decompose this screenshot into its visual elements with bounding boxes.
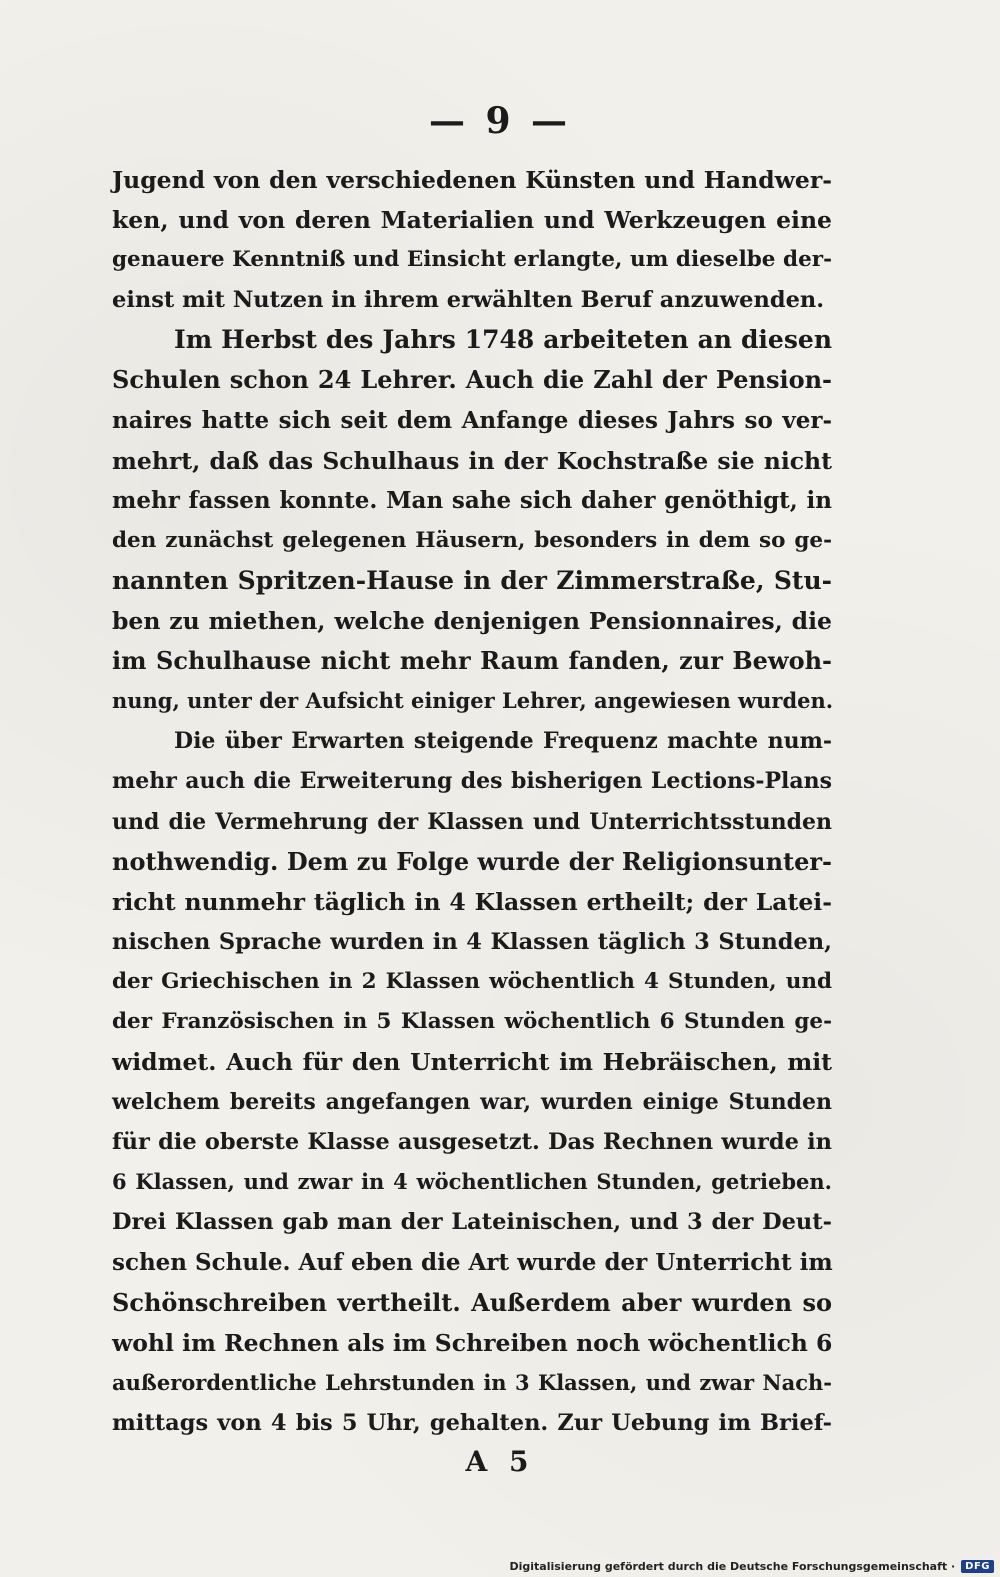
text-line: genauere Kenntniß und Einsicht erlangte, um dieselbe der- — [112, 247, 832, 273]
text-line: welchem bereits angefangen war, wurden einige Stunden — [112, 1089, 832, 1116]
text-line: nung, unter der Aufsicht einiger Lehrer, angewiesen wurden. — [112, 688, 834, 714]
text-line: nischen Sprache wurden in 4 Klassen täglich 3 Stunden, — [112, 928, 832, 955]
text-line: nothwendig. Dem zu Folge wurde der Religionsunter- — [112, 846, 832, 876]
text-line: richt nunmehr täglich in 4 Klassen ertheilt; der Latei- — [112, 887, 832, 916]
text-line: im Schulhause nicht mehr Raum fanden, zur Bewoh- — [112, 646, 832, 676]
body-text — [112, 160, 832, 1443]
text-line: den zunächst gelegenen Häusern, besonders in dem so ge- — [112, 527, 832, 553]
text-line: einst mit Nutzen in ihrem erwählten Beruf anzuwenden. — [112, 287, 825, 314]
text-line: der Französischen in 5 Klassen wöchentlich 6 Stunden ge- — [112, 1008, 832, 1034]
signature-mark: A 5 — [465, 1445, 535, 1478]
text-line: 6 Klassen, und zwar in 4 wöchentlichen Stunden, getrieben. — [112, 1169, 832, 1195]
text-line: der Griechischen in 2 Klassen wöchentlich 4 Stunden, und — [112, 968, 832, 994]
dfg-logo-icon: DFG — [961, 1560, 994, 1573]
text-line: Drei Klassen gab man der Lateinischen, und 3 der Deut- — [112, 1209, 832, 1236]
text-line: widmet. Auch für den Unterricht im Hebräischen, mit — [112, 1048, 832, 1077]
text-line: ken, und von deren Materialien und Werkzeugen eine — [112, 206, 832, 235]
text-line: und die Vermehrung der Klassen und Unterrichtsstunden — [112, 808, 832, 835]
text-line: Im Herbst des Jahrs 1748 arbeiteten an diesen — [174, 325, 832, 355]
text-line: nannten Spritzen-Hause in der Zimmerstraße, Stu- — [112, 565, 832, 595]
text-line: Die über Erwarten steigende Frequenz machte num- — [174, 728, 832, 755]
text-line: mehr fassen konnte. Man sahe sich daher genöthigt, in — [112, 486, 832, 514]
text-line: Schönschreiben vertheilt. Außerdem aber wurden so — [112, 1287, 832, 1317]
text-line: Jugend von den verschiedenen Künsten und Handwer- — [112, 166, 832, 194]
text-line: mittags von 4 bis 5 Uhr, gehalten. Zur Uebung im Brief- — [112, 1409, 832, 1436]
text-line: mehr auch die Erweiterung des bisherigen Lections-Plans — [112, 768, 832, 795]
credit-text: Digitalisierung gefördert durch die Deutsche Forschungsgemeinschaft · — [509, 1560, 956, 1573]
text-line: außerordentliche Lehrstunden in 3 Klassen, und zwar Nach- — [112, 1369, 832, 1395]
page-number: — 9 — — [428, 100, 572, 142]
text-line: schen Schule. Auf eben die Art wurde der Unterricht im — [112, 1248, 833, 1276]
text-line: Schulen schon 24 Lehrer. Auch die Zahl der Pension- — [112, 365, 832, 395]
text-line: für die oberste Klasse ausgesetzt. Das Rechnen wurde in — [112, 1129, 832, 1156]
text-line: wohl im Rechnen als im Schreiben noch wöchentlich 6 — [112, 1328, 833, 1357]
text-line: naires hatte sich seit dem Anfange dieses Jahrs so ver- — [112, 406, 832, 434]
digitization-credit — [509, 1560, 994, 1573]
text-line: ben zu miethen, welche denjenigen Pensionnaires, die — [112, 607, 832, 636]
text-line: mehrt, daß das Schulhaus in der Kochstraße sie nicht — [112, 446, 832, 475]
